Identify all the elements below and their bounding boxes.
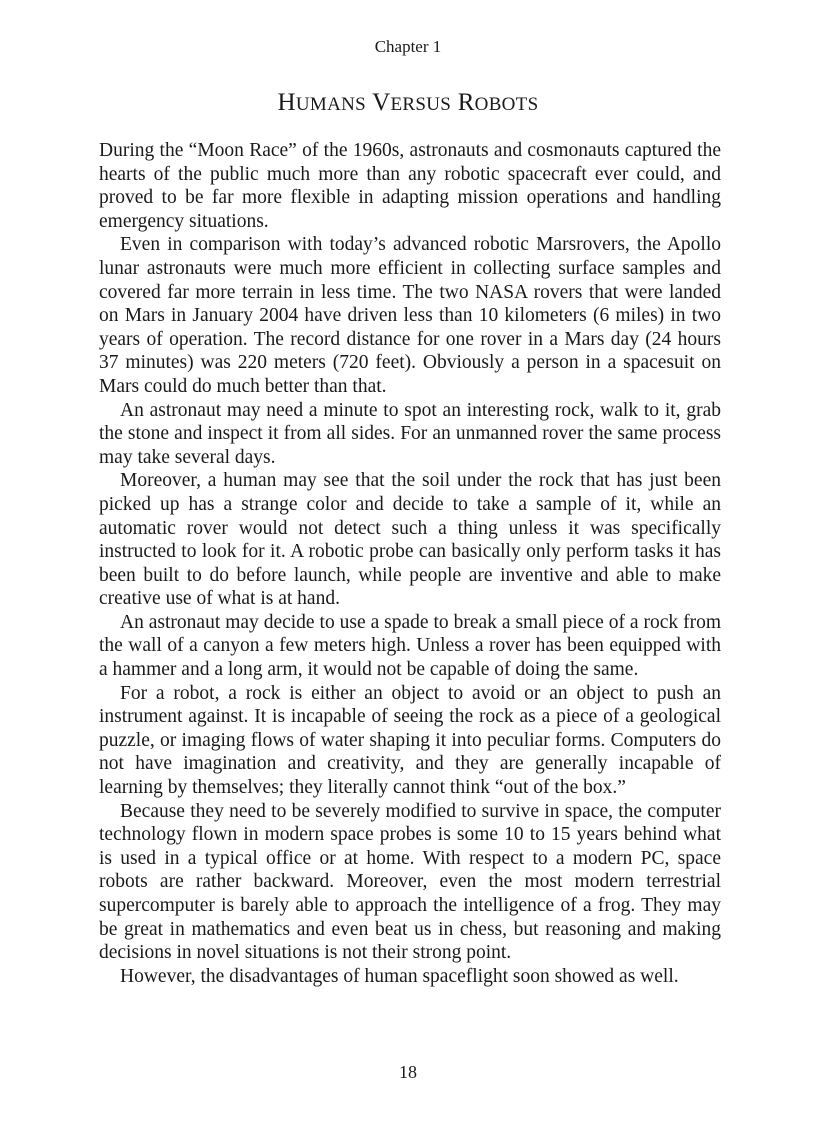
paragraph: Because they need to be severely modified to survive in space, the computer technology flown in modern space probes is some 10 to 15 years behind what is used in a typical office or at home. With respect to a modern PC, space robots are rather backward. Moreover, even the most modern terrestrial supercomputer is barely able to approach the intelligence of a frog. They may be great in mathematics and even beat us in chess, but reasoning and making decisions in novel situations is not their strong point. [99, 800, 721, 964]
paragraph: An astronaut may need a minute to spot an interesting rock, walk to it, grab the stone and inspect it from all sides. For an unmanned rover the same process may take several days. [99, 399, 721, 468]
paragraph: For a robot, a rock is either an object to avoid or an object to push an instrument against. It is incapable of seeing the rock as a piece of a geological puzzle, or imaging flows of water shaping it into peculiar forms. Computers do not have imagination and creativity, and they are generally incapable of learning by themselves; they literally cannot think “out of the box.” [99, 682, 721, 799]
page-number: 18 [399, 1062, 417, 1082]
paragraph: An astronaut may decide to use a spade to break a small piece of a rock from the wall of a canyon a few meters high. Unless a rover has been equipped with a hammer and a long arm, it would not be capable of doing the same. [99, 611, 721, 681]
chapter-title: HUMANS VERSUS ROBOTS [277, 89, 539, 116]
paragraph: During the “Moon Race” of the 1960s, astronauts and cosmonauts captured the hearts of the public much more than any robotic spacecraft ever could, and proved to be far more flexible in adapting mission operations and handling emergency situations. [99, 140, 721, 232]
chapter-label: Chapter 1 [374, 37, 442, 56]
paragraph: However, the disadvantages of human spaceflight soon showed as well. [120, 965, 679, 987]
body-text [99, 139, 721, 988]
paragraph: Even in comparison with today’s advanced robotic Marsrovers, the Apollo lunar astronauts were much more efficient in collecting surface samples and covered far more terrain in less time. The two NASA rovers that were landed on Mars in January 2004 have driven less than 10 kilometers (6 miles) in two years of operation. The record distance for one rover in a Mars day (24 hours 37 minutes) was 220 meters (720 feet). Obviously a person in a spacesuit on Mars could do much better than that. [99, 234, 721, 397]
paragraph: Moreover, a human may see that the soil under the rock that has just been picked up has a strange color and decide to take a sample of it, while an automatic rover would not detect such a thing unless it was specifically instructed to look for it. A robotic probe can basically only perform tasks it has been built to do before launch, while people are inventive and able to make creative use of what is at hand. [99, 470, 721, 610]
